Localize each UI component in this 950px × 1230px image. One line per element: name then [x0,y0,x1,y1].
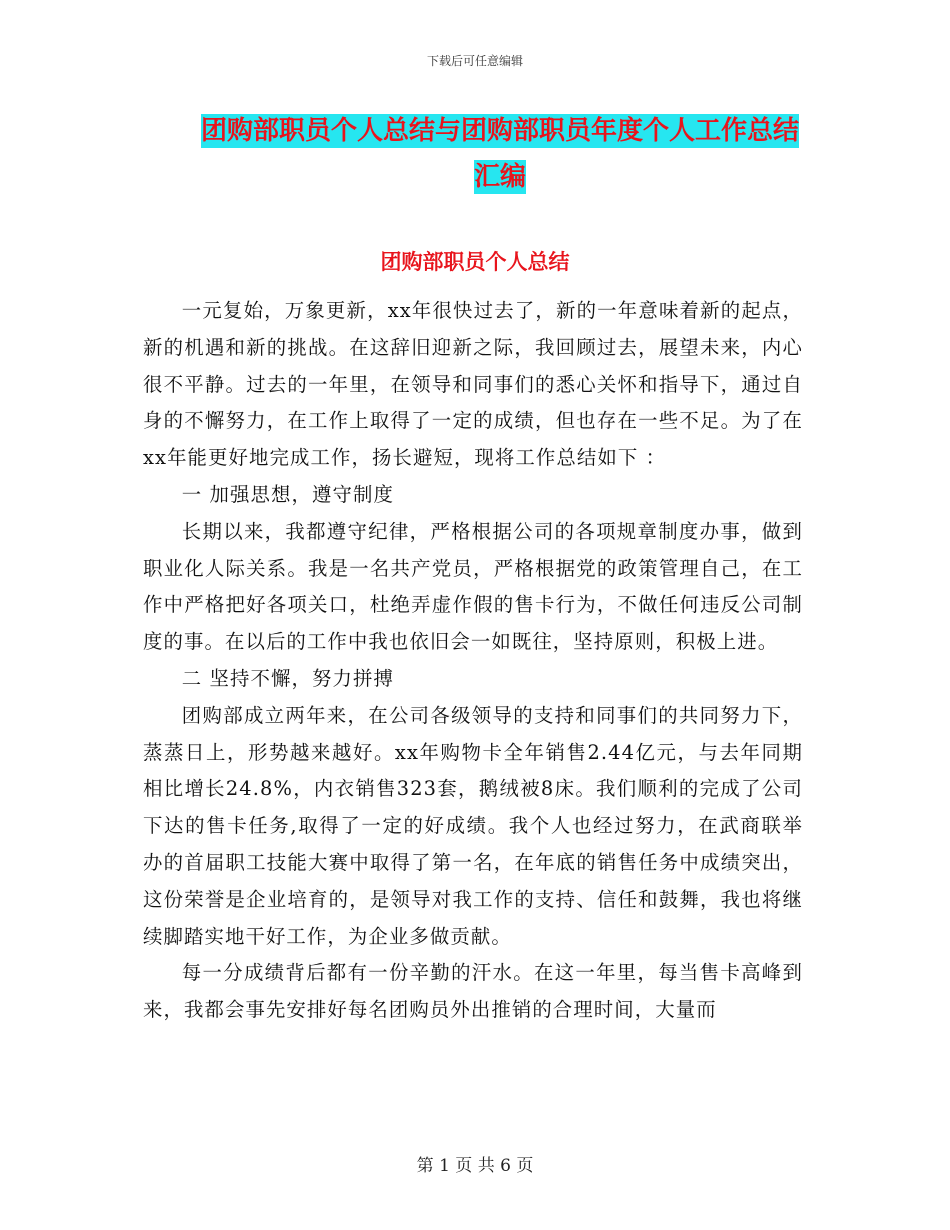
footer-label-end: 页 [516,1156,534,1176]
document-title-line-1: 团购部职员个人总结与团购部职员年度个人工作总结 [200,116,799,146]
footer-label-of: 页 共 [455,1156,495,1176]
document-title [190,108,810,200]
footer-total-pages: 6 [500,1156,511,1176]
footer-label-page: 第 [416,1156,434,1176]
page-footer [0,1154,950,1178]
paragraph-discipline: 长期以来，我都遵守纪律，严格根据公司的各项规章制度办事，做到职业化人际关系。我是一名共产党员，严格根据党的政策管理自己，在工作中严格把好各项关口，杜绝弄虚作假的售卡行为，不做任何违反公司制度的事。在以后的工作中我也依旧会一如既往，坚持原则，积极上进。 [143,519,803,654]
paragraph-intro: 一元复始，万象更新，xx年很快过去了，新的一年意味着新的起点，新的机遇和新的挑战。在这辞旧迎新之际，我回顾过去，展望未来，内心很不平静。过去的一年里，在领导和同事们的悉心关怀和指导下，通过自身的不懈努力，在工作上取得了一定的成绩，但也存在一些不足。为了在xx年能更好地完成工作，扬长避短，现将工作总结如下 ： [143,299,803,470]
paragraph-achievements: 团购部成立两年来，在公司各级领导的支持和同事们的共同努力下，蒸蒸日上，形势越来越好。xx年购物卡全年销售2.44亿元，与去年同期相比增长24.8%，内衣销售323套，鹅绒被8床。我们顺利的完成了公司下达的售卡任务,取得了一定的好成绩。我个人也经过努力，在武商联举办的首届职工技能大赛中取得了第一名，在年底的销售任务中成绩突出，这份荣誉是企业培育的，是领导对我工作的支持、信任和鼓舞，我也将继续脚踏实地干好工作，为企业多做贡献。 [143,703,803,948]
footer-page-number: 1 [439,1156,450,1176]
subheading-1: 一 加强思想，遵守制度 [181,482,394,506]
subheading-2: 二 坚持不懈，努力拼搏 [181,666,394,690]
document-body [143,293,803,1029]
document-title-line-2: 汇编 [473,162,526,192]
paragraph-effort: 每一分成绩背后都有一份辛勤的汗水。在这一年里，每当售卡高峰到来，我都会事先安排好每名团购员外出推销的合理时间，大量而 [143,961,803,1022]
section-heading: 团购部职员个人总结 [380,250,570,274]
page-header-note: 下载后可任意编辑 [426,54,523,68]
